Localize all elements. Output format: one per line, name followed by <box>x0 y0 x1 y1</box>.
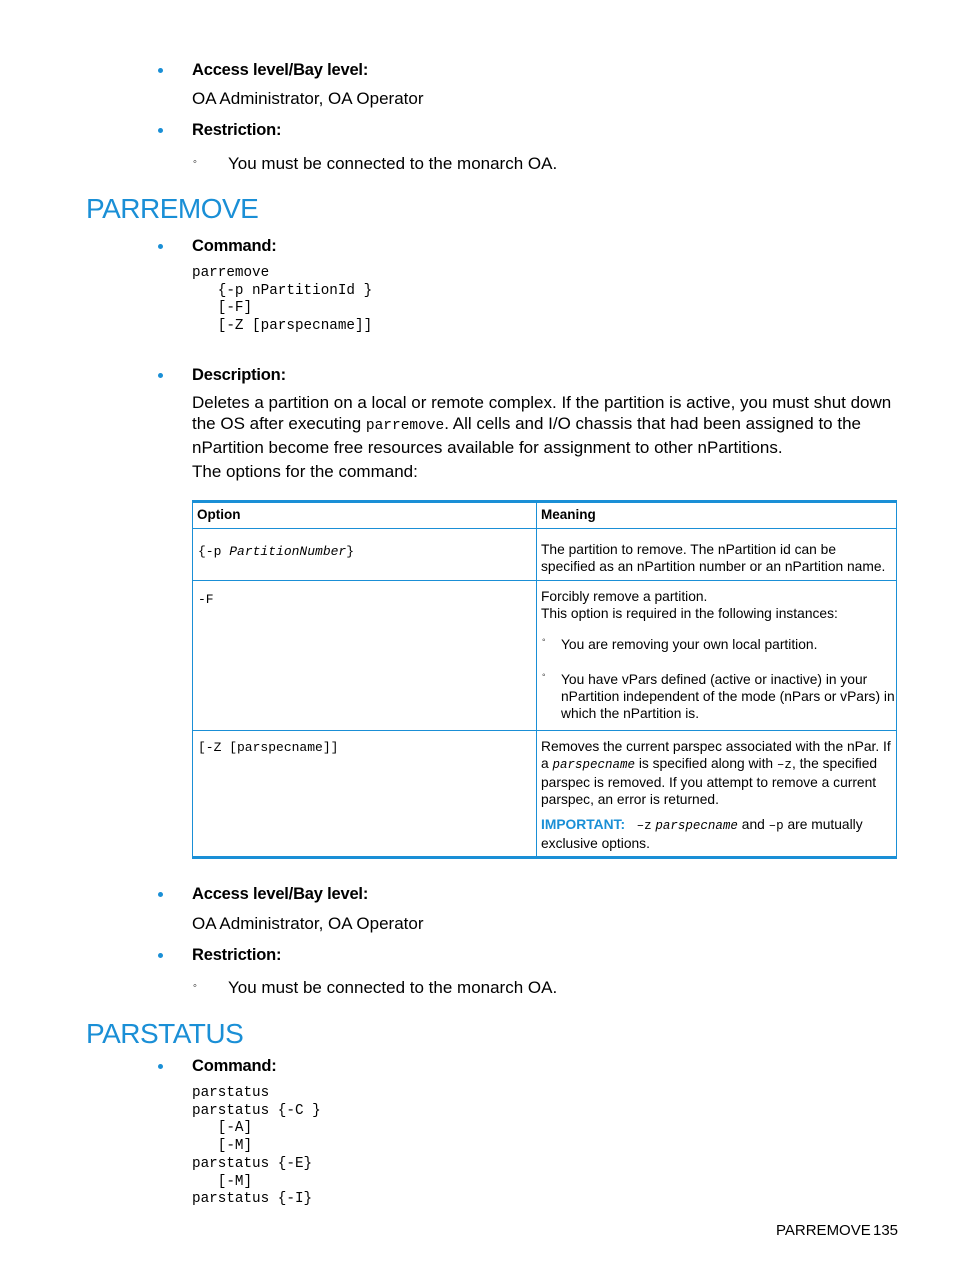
access-level-value: OA Administrator, OA Operator <box>192 914 424 933</box>
section-heading-parremove: PARREMOVE <box>86 193 259 224</box>
circle-bullet-icon: ◦ <box>193 980 197 992</box>
bullet-icon <box>156 951 166 961</box>
command-code-block: parstatus parstatus {-C } [-A] [-M] parstatus {-E} [-M] parstatus {-I} <box>192 1085 321 1208</box>
bullet-icon <box>156 890 166 900</box>
command-code-block: parremove {-p nPartitionId } [-F] [-Z [parspecname]] <box>192 265 373 335</box>
restriction-item: You must be connected to the monarch OA. <box>228 978 558 997</box>
table-row-meaning-line1: Forcibly remove a partition. <box>541 589 708 604</box>
bullet-icon <box>156 242 166 252</box>
table-row-option: {-p PartitionNumber} <box>198 544 355 559</box>
table-row-option: [-Z [parspecname]] <box>198 740 339 755</box>
circle-bullet-icon: ◦ <box>193 156 197 168</box>
section-heading-parstatus: PARSTATUS <box>86 1018 244 1049</box>
options-table <box>192 500 897 859</box>
restriction-label: Restriction: <box>192 121 282 139</box>
important-label: IMPORTANT: <box>541 817 626 832</box>
command-label: Command: <box>192 237 277 255</box>
access-level-label: Access level/Bay level: <box>192 61 369 79</box>
table-row-option: -F <box>198 592 214 607</box>
circle-bullet-icon: ◦ <box>542 670 546 681</box>
bullet-icon <box>156 371 166 381</box>
circle-bullet-icon: ◦ <box>542 635 546 646</box>
bullet-icon <box>156 126 166 136</box>
description-label: Description: <box>192 366 286 384</box>
command-label: Command: <box>192 1057 277 1075</box>
options-intro: The options for the command: <box>192 462 418 481</box>
table-row-meaning: Removes the current parspec associated with the nPar. If a parspecname is specified along with –z, the specified parspec is removed. If you attempt to remove a current parspec, an error is returned. <box>541 739 891 807</box>
restriction-item: You must be connected to the monarch OA. <box>228 154 558 173</box>
access-level-label: Access level/Bay level: <box>192 885 369 903</box>
table-row-meaning: The partition to remove. The nPartition id can be specified as an nPartition number or an nPartition name. <box>541 542 886 574</box>
table-header-meaning: Meaning <box>541 507 596 522</box>
description-text: Deletes a partition on a local or remote complex. If the partition is active, you must shut down the OS after executing parremove. All cells and I/O chassis that had been assigned to the nPartition become free resources available for assignment to other nPartitions. <box>192 393 892 457</box>
bullet-icon <box>156 1062 166 1072</box>
table-row-meaning-line2: This option is required in the following instances: <box>541 606 838 621</box>
page-number: 135 <box>873 1222 899 1239</box>
table-header-option: Option <box>197 507 241 522</box>
important-note: IMPORTANT: –z parspecname and –p are mutually exclusive options. <box>541 817 863 851</box>
access-level-value: OA Administrator, OA Operator <box>192 89 424 108</box>
list-item: You are removing your own local partition. <box>561 637 818 652</box>
list-item: You have vPars defined (active or inactive) in your nPartition independent of the mode (nPars or vPars) in which the nPartition is. <box>561 672 895 721</box>
footer-section-name: PARREMOVE <box>776 1222 871 1239</box>
bullet-icon <box>156 66 166 76</box>
restriction-label: Restriction: <box>192 946 282 964</box>
